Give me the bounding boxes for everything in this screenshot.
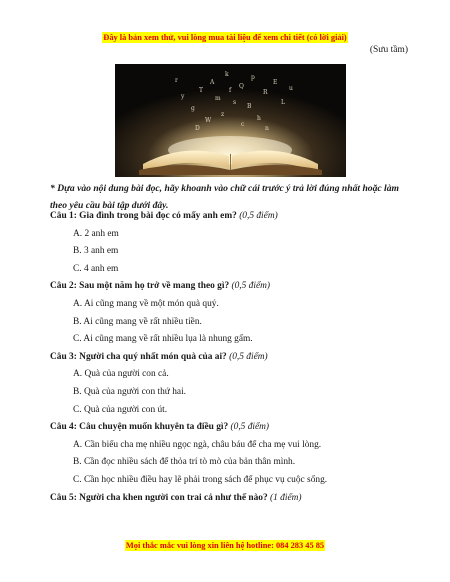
answer-option[interactable]: A. 2 anh em xyxy=(73,228,119,239)
svg-text:p: p xyxy=(251,74,255,81)
svg-text:L: L xyxy=(281,99,285,106)
preview-notice-text: Đây là bản xem thử, vui lòng mua tài liệu để xem chi tiết (có lời giải) xyxy=(103,33,347,42)
svg-text:k: k xyxy=(225,71,229,78)
svg-text:u: u xyxy=(289,85,293,92)
svg-text:y: y xyxy=(181,93,185,100)
source-note: (Sưu tầm) xyxy=(369,45,408,55)
question-label: Câu 3: xyxy=(50,351,77,362)
answer-option[interactable]: A. Ai cũng mang về một món quà quý. xyxy=(73,298,219,309)
question-points: (0,5 điểm) xyxy=(229,351,268,362)
question-points: (0,5 điểm) xyxy=(239,211,278,221)
answer-option[interactable]: A. Quà của người con cả. xyxy=(73,369,169,380)
question-1 xyxy=(50,208,420,226)
svg-text:m: m xyxy=(215,95,221,102)
svg-text:c: c xyxy=(241,121,245,128)
question-text: Người cha quý nhất món quà của ai? xyxy=(79,351,227,362)
question-label: Câu 1: xyxy=(50,211,77,221)
answer-option[interactable]: A. Cần biếu cha mẹ nhiều ngọc ngà, châu báu để cha mẹ vui lòng. xyxy=(73,439,322,450)
question-text: Gia đình trong bài đọc có mấy anh em? xyxy=(79,211,237,221)
question-2 xyxy=(50,278,420,296)
question-text: Người cha khen người con trai cả như thế nào? xyxy=(79,492,268,503)
question-points: (0,5 điểm) xyxy=(230,422,270,433)
instruction-text: * Dựa vào nội dung bài đọc, hãy khoanh vào chữ cái trước ý trả lời đúng nhất hoặc làm theo yêu cầu bài tập dưới đây. xyxy=(50,183,399,211)
answer-option[interactable]: C. Ai cũng mang về rất nhiều lụa là nhung gấm. xyxy=(73,334,253,345)
answer-option[interactable]: B. Quà của người con thứ hai. xyxy=(73,386,187,397)
svg-text:R: R xyxy=(263,89,268,96)
answer-option[interactable]: C. Quà của người con út. xyxy=(73,404,168,415)
book-illustration xyxy=(115,64,346,177)
question-4 xyxy=(50,419,420,437)
svg-text:T: T xyxy=(199,87,204,94)
question-points: (0,5 điểm) xyxy=(231,281,271,292)
question-text: Sau một năm họ trở về mang theo gì? xyxy=(79,281,230,292)
question-points: (1 điểm) xyxy=(270,492,302,503)
question-label: Câu 5: xyxy=(50,492,77,503)
answer-option[interactable]: C. Cần học nhiều điều hay lẽ phải trong sách để phục vụ cuộc sống. xyxy=(73,474,328,485)
answer-option[interactable]: C. 4 anh em xyxy=(73,263,119,274)
svg-text:W: W xyxy=(205,117,212,124)
svg-text:z: z xyxy=(221,111,225,118)
question-3 xyxy=(50,349,420,367)
svg-text:D: D xyxy=(195,125,200,132)
answer-option[interactable]: B. Ai cũng mang về rất nhiều tiền. xyxy=(73,316,202,327)
hotline-text: Mọi thắc mắc vui lòng xin liên hệ hotline: 084 283 45 85 xyxy=(125,541,325,550)
svg-text:s: s xyxy=(233,99,237,106)
answer-option[interactable]: B. Cần đọc nhiều sách để thỏa trí tò mò của bản thân mình. xyxy=(73,457,296,468)
question-list xyxy=(50,208,420,507)
answer-option[interactable]: B. 3 anh em xyxy=(73,246,119,257)
svg-text:A: A xyxy=(210,79,215,86)
svg-text:g: g xyxy=(191,105,195,112)
svg-text:r: r xyxy=(175,77,178,84)
hotline-banner xyxy=(0,535,450,553)
svg-text:B: B xyxy=(247,103,252,110)
svg-text:E: E xyxy=(273,79,278,86)
question-text: Câu chuyện muốn khuyên ta điều gì? xyxy=(79,422,229,433)
preview-notice-banner xyxy=(0,27,450,45)
question-5 xyxy=(50,490,420,508)
svg-text:n: n xyxy=(265,125,269,132)
svg-text:f: f xyxy=(229,87,232,94)
question-label: Câu 4: xyxy=(50,422,77,433)
svg-text:Q: Q xyxy=(239,83,244,90)
question-label: Câu 2: xyxy=(50,281,77,292)
svg-text:h: h xyxy=(257,115,261,122)
